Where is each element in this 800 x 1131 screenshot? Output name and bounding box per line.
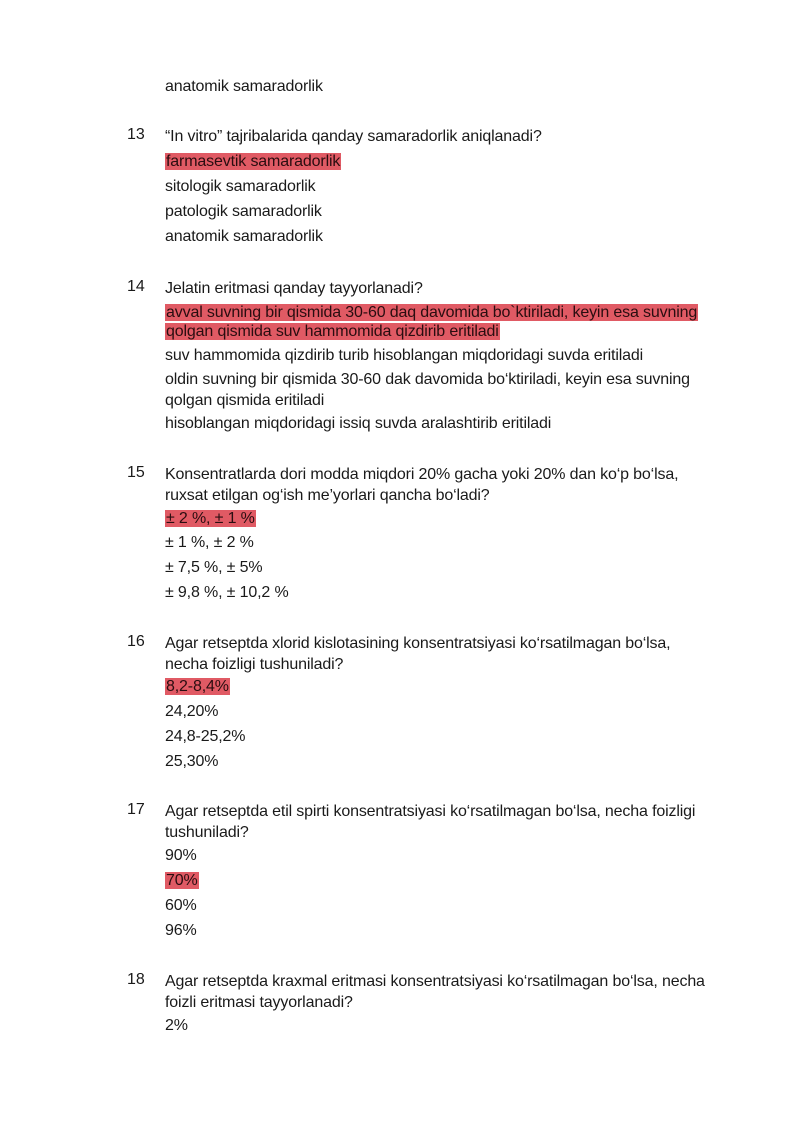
option-text: anatomik samaradorlik xyxy=(165,78,323,95)
option-text: 25,30% xyxy=(165,753,219,770)
question-text: Agar retseptda xlorid kislotasining konsentratsiyasi ko‘rsatilmagan bo‘lsa, xyxy=(165,635,671,652)
option-text: ± 7,5 %, ± 5% xyxy=(165,559,263,576)
question-number: 13 xyxy=(127,126,145,143)
question-number: 16 xyxy=(127,633,145,650)
correct-answer-highlight: avval suvning bir qismida 30-60 daq davomida bo`ktiriladi, keyin esa suvning xyxy=(166,304,698,321)
option-text: hisoblangan miqdoridagi issiq suvda aralashtirib eritiladi xyxy=(165,415,552,432)
question-number: 17 xyxy=(127,801,145,818)
option-text: patologik samaradorlik xyxy=(165,203,322,220)
question-number: 15 xyxy=(127,464,145,481)
option-text: 60% xyxy=(165,897,197,914)
option-text: anatomik samaradorlik xyxy=(165,228,323,245)
option-text: qolgan qismida eritiladi xyxy=(165,392,325,409)
correct-answer-highlight: 70% xyxy=(166,872,198,889)
question-text: “In vitro” tajribalarida qanday samaradorlik aniqlanadi? xyxy=(165,128,542,145)
question-text: Agar retseptda etil spirti konsentratsiyasi ko‘rsatilmagan bo‘lsa, necha foizligi xyxy=(165,803,696,820)
option-text: ± 1 %, ± 2 % xyxy=(165,534,254,551)
option-text: oldin suvning bir qismida 30-60 dak davomida bo‘ktiriladi, keyin esa suvning xyxy=(165,371,690,388)
question-text: Agar retseptda kraxmal eritmasi konsentratsiyasi ko‘rsatilmagan bo‘lsa, necha xyxy=(165,973,705,990)
option-text: ± 9,8 %, ± 10,2 % xyxy=(165,584,289,601)
option-text: sitologik samaradorlik xyxy=(165,178,316,195)
question-text: Konsentratlarda dori modda miqdori 20% gacha yoki 20% dan ko‘p bo‘lsa, xyxy=(165,466,679,483)
correct-answer-highlight: farmasevtik samaradorlik xyxy=(166,153,341,170)
option-text: suv hammomida qizdirib turib hisoblangan miqdoridagi suvda eritiladi xyxy=(165,347,644,364)
option-text: 90% xyxy=(165,847,197,864)
option-text: 96% xyxy=(165,922,197,939)
correct-answer-highlight: 8,2-8,4% xyxy=(166,678,229,695)
question-text: tushuniladi? xyxy=(165,824,249,841)
option-text: 24,20% xyxy=(165,703,219,720)
correct-answer-highlight: ± 2 %, ± 1 % xyxy=(166,510,255,527)
option-text: 2% xyxy=(165,1017,188,1034)
question-text: ruxsat etilgan og‘ish me’yorlari qancha bo‘ladi? xyxy=(165,487,490,504)
question-number: 18 xyxy=(127,971,145,988)
correct-answer-highlight: qolgan qismida suv hammomida qizdirib eritiladi xyxy=(166,323,499,340)
option-text: 24,8-25,2% xyxy=(165,728,246,745)
question-text: necha foizligi tushuniladi? xyxy=(165,656,344,673)
question-text: foizli eritmasi tayyorlanadi? xyxy=(165,994,353,1011)
question-text: Jelatin eritmasi qanday tayyorlanadi? xyxy=(165,280,423,297)
question-number: 14 xyxy=(127,278,145,295)
